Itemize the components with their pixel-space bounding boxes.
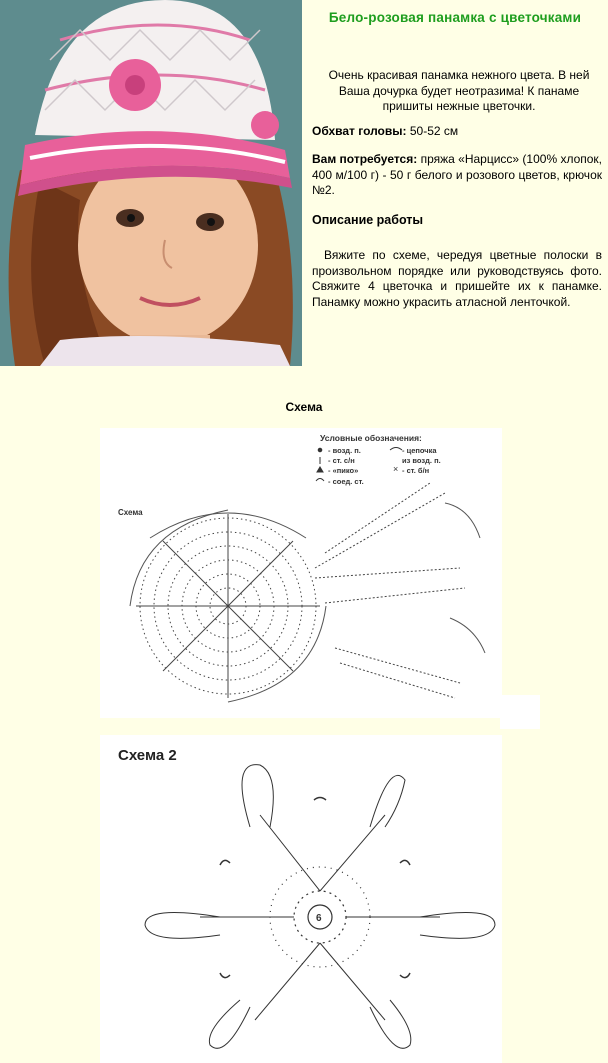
intro-text: Очень красивая панамка нежного цвета. В ней Ваша дочурка будет неотразима! К панаме пришиты нежные цветочки. (328, 68, 590, 113)
scheme-2-center: 6 (316, 913, 322, 924)
head-size (312, 124, 602, 140)
legend-chain-loop-2: из возд. п. (402, 456, 441, 465)
legend-picot: - «пико» (328, 466, 359, 475)
scheme-label: Схема (285, 400, 323, 414)
head-size-value: 50-52 см (409, 124, 459, 138)
head-size-label: Обхват головы: (312, 124, 407, 138)
legend-title: Условные обозначения: (320, 433, 422, 443)
hat-photo (0, 0, 302, 366)
scheme-1-edge (500, 695, 540, 729)
legend-slip-stitch: - соед. ст. (328, 477, 364, 486)
scheme-2-label: Схема 2 (118, 747, 177, 764)
page-title: Бело-розовая панамка с цветочками (328, 10, 582, 25)
legend-chain-loop: - цепочка (402, 446, 437, 455)
scheme-2-diagram (100, 735, 502, 1063)
legend-sc: - ст. б/н (402, 466, 430, 475)
scheme-1-inner-label: Схема (118, 508, 143, 517)
materials-label: Вам потребуется: (312, 152, 418, 166)
svg-text:×: × (393, 464, 399, 474)
materials-value: пряжа «Нарцисс» (100% хлопок, 400 м/100 г) - 50 г белого и розового цветов, крючок №2. (312, 152, 603, 197)
legend-dc: - ст. с/н (328, 456, 355, 465)
legend-chain: - возд. п. (328, 446, 361, 455)
work-text: Вяжите по схеме, чередуя цветные полоски в произвольном порядке или руководствуясь фото. Свяжите 4 цветочка и пришейте их к панамке. Панамку можно украсить атласной ленточкой. (312, 248, 602, 309)
work-heading: Описание работы (312, 213, 424, 227)
scheme-1-diagram (100, 428, 502, 718)
materials (312, 152, 602, 199)
